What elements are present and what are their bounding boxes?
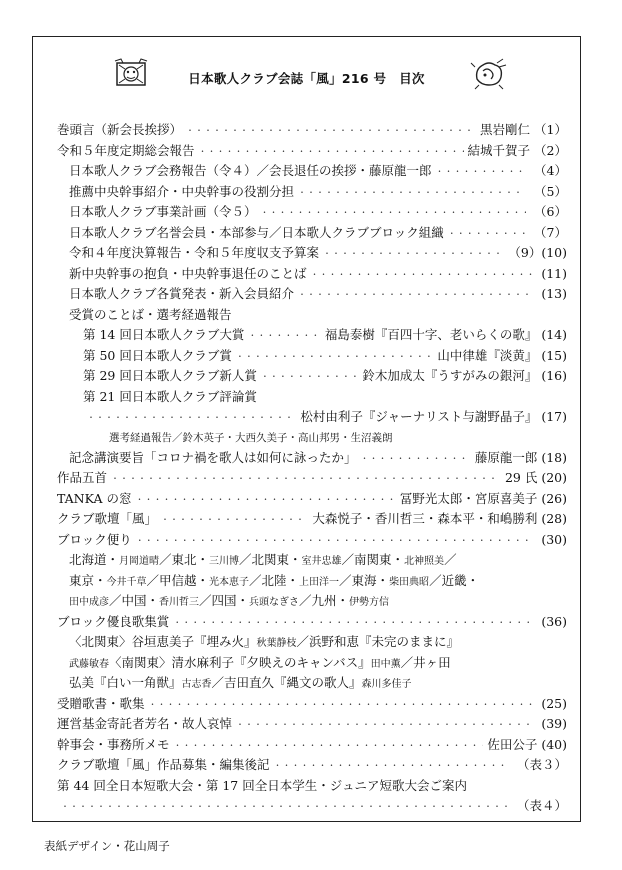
block-news-line: 北海道・月岡道晴／東北・三川博／北関東・室井忠雄／南関東・北神照美／	[69, 552, 457, 567]
selection-report-note: 選考経過報告／鈴木英子・大西久美子・高山邦男・生沼義朗	[109, 431, 393, 444]
leader-dots	[298, 181, 526, 204]
leader-dots	[61, 795, 509, 818]
leader-dots	[111, 467, 501, 490]
leader-dots	[311, 263, 534, 286]
leader-dots	[448, 222, 526, 245]
page-title: 日本歌人クラブ会誌「風」216 号 目次	[188, 71, 425, 86]
award-line: 弘美『白い一角獣』古志香／吉田直久『縄文の歌人』森川多佳子	[69, 675, 412, 690]
toc-entry: 第 29 回日本歌人クラブ新人賞 ・・・・・・・・・・・・・・・・・・・・・・・・・・・・・・・・・・・・・・・・・・・・・・・・・・・・・・・・・・・・・・・・・・・・ 鈴木加成太『うすがみの銀河』 (16)	[57, 366, 567, 387]
award-line: 武藤敏春〈南関東〉清水麻利子『夕映えのキャンバス』田中薫／井ヶ田	[69, 654, 451, 670]
block-news-line: 東京・今井千草／甲信越・光本恵子／北陸・上田洋一／東海・柴田典昭／近畿・	[69, 572, 480, 588]
leader-dots	[161, 508, 308, 531]
toc-entry: クラブ歌壇「風」作品募集・編集後記 ・・・・・・・・・・・・・・・・・・・・・・・・・・・・・・・・・・・・・・・・・・・・・・・・・・・・・・・・・・・・・・・・・・・・ （表３）	[57, 755, 567, 776]
toc-entry: 日本歌人クラブ事業計画（令５） ・・・・・・・・・・・・・・・・・・・・・・・・・・・・・・・・・・・・・・・・・・・・・・・・・・・・・・・・・・・・・・・・・・・・ （6）	[57, 202, 567, 223]
leader-dots	[261, 201, 527, 224]
leader-dots	[135, 488, 395, 511]
toc-entry: 令和４年度決算報告・令和５年度収支予算案 ・・・・・・・・・・・・・・・・・・・・・・・・・・・・・・・・・・・・・・・・・・・・・・・・・・・・・・・・・・・・・・・・・・・・ （9）(10)	[57, 243, 567, 264]
award-line: 〈北関東〉谷垣恵美子『埋み火』秋葉静枝／浜野和恵『未完のままに』	[69, 634, 460, 649]
toc-section-heading: 第 44 回全日本短歌大会・第 17 回全日本学生・ジュニア短歌大会ご案内	[57, 777, 467, 793]
block-news-line: 田中成彦／中国・香川哲三／四国・兵頭なぎさ／九州・伊勢方信	[69, 593, 390, 608]
cover-emblem-right-icon	[469, 57, 509, 91]
leader-dots	[274, 754, 509, 777]
leader-dots	[248, 324, 320, 347]
toc-entry: TANKA の窓 ・・・・・・・・・・・・・・・・・・・・・・・・・・・・・・・・・・・・・・・・・・・・・・・・・・・・・・・・・・・・・・・・・・・・ 冨野光太郎・宮原喜美子 (26)	[57, 489, 567, 510]
toc-entry: 新中央幹事の抱負・中央幹事退任のことば ・・・・・・・・・・・・・・・・・・・・・・・・・・・・・・・・・・・・・・・・・・・・・・・・・・・・・・・・・・・・・・・・・・・・ (11)	[57, 264, 567, 285]
cover-design-credit: 表紙デザイン・花山周子	[44, 839, 170, 853]
toc-entry: ブロック便り ・・・・・・・・・・・・・・・・・・・・・・・・・・・・・・・・・・・・・・・・・・・・・・・・・・・・・・・・・・・・・・・・・・・・ (30)	[57, 530, 567, 551]
toc-entry: ・・・・・・・・・・・・・・・・・・・・・・・・・・・・・・・・・・・・・・・・・・・・・・・・・・・・・・・・・・・・・・・・・・・・ （表４）	[57, 796, 567, 817]
leader-dots	[436, 160, 527, 183]
toc-entry: 日本歌人クラブ名誉会員・本部参与／日本歌人クラブブロック組織 ・・・・・・・・・・・・・・・・・・・・・・・・・・・・・・・・・・・・・・・・・・・・・・・・・・・・・・・・・・・・・・・・・・・・ （7）	[57, 223, 567, 244]
header	[33, 55, 580, 95]
toc-section-heading: 第 21 回日本歌人クラブ評論賞	[83, 388, 257, 404]
toc-entry: 受贈歌書・歌集 ・・・・・・・・・・・・・・・・・・・・・・・・・・・・・・・・・・・・・・・・・・・・・・・・・・・・・・・・・・・・・・・・・・・・ (25)	[57, 694, 567, 715]
toc-entry: 日本歌人クラブ各賞発表・新入会員紹介 ・・・・・・・・・・・・・・・・・・・・・・・・・・・・・・・・・・・・・・・・・・・・・・・・・・・・・・・・・・・・・・・・・・・・ (13)	[57, 284, 567, 305]
leader-dots	[361, 447, 471, 470]
document-frame	[32, 36, 581, 822]
leader-dots	[236, 345, 433, 368]
leader-dots	[149, 693, 534, 716]
leader-dots	[298, 283, 533, 306]
toc-entry: 記念講演要旨「コロナ禍を歌人は如何に詠ったか」 ・・・・・・・・・・・・・・・・・・・・・・・・・・・・・・・・・・・・・・・・・・・・・・・・・・・・・・・・・・・・・・・・・・・・ 藤原龍一郎 (18)	[57, 448, 567, 469]
toc-entry: 第 14 回日本歌人クラブ大賞 ・・・・・・・・・・・・・・・・・・・・・・・・・・・・・・・・・・・・・・・・・・・・・・・・・・・・・・・・・・・・・・・・・・・・ 福島泰樹『百四十字、老いらくの歌』 (14)	[57, 325, 567, 346]
toc-entry: 幹事会・事務所メモ ・・・・・・・・・・・・・・・・・・・・・・・・・・・・・・・・・・・・・・・・・・・・・・・・・・・・・・・・・・・・・・・・・・・・ 佐田公子 (40)	[57, 735, 567, 756]
leader-dots	[87, 406, 296, 429]
toc-section-heading: 受賞のことば・選考経過報告	[69, 306, 232, 322]
leader-dots	[199, 140, 464, 163]
toc-entry: 作品五首 ・・・・・・・・・・・・・・・・・・・・・・・・・・・・・・・・・・・・・・・・・・・・・・・・・・・・・・・・・・・・・・・・・・・・ 29 氏 (20)	[57, 468, 567, 489]
leader-dots	[136, 529, 534, 552]
toc-entry: 令和５年度定期総会報告 ・・・・・・・・・・・・・・・・・・・・・・・・・・・・・・・・・・・・・・・・・・・・・・・・・・・・・・・・・・・・・・・・・・・・ 結城千賀子 （2）	[57, 141, 567, 162]
toc-entry: 日本歌人クラブ会務報告（令４）／会長退任の挨拶・藤原龍一郎 ・・・・・・・・・・・・・・・・・・・・・・・・・・・・・・・・・・・・・・・・・・・・・・・・・・・・・・・・・・・・・・・・・・・・ （4）	[57, 161, 567, 182]
leader-dots	[261, 365, 358, 388]
leader-dots	[173, 611, 533, 634]
table-of-contents	[57, 120, 567, 817]
toc-entry: ブロック優良歌集賞 ・・・・・・・・・・・・・・・・・・・・・・・・・・・・・・・・・・・・・・・・・・・・・・・・・・・・・・・・・・・・・・・・・・・・ (36)	[57, 612, 567, 633]
toc-entry: 巻頭言（新会長挨拶） ・・・・・・・・・・・・・・・・・・・・・・・・・・・・・・・・・・・・・・・・・・・・・・・・・・・・・・・・・・・・・・・・・・・・ 黒岩剛仁 （1）	[57, 120, 567, 141]
toc-entry: 推薦中央幹事紹介・中央幹事の役割分担 ・・・・・・・・・・・・・・・・・・・・・・・・・・・・・・・・・・・・・・・・・・・・・・・・・・・・・・・・・・・・・・・・・・・・ （5）	[57, 182, 567, 203]
leader-dots	[186, 119, 476, 142]
toc-entry: 運営基金寄託者芳名・故人哀悼 ・・・・・・・・・・・・・・・・・・・・・・・・・・・・・・・・・・・・・・・・・・・・・・・・・・・・・・・・・・・・・・・・・・・・ (39)	[57, 714, 567, 735]
leader-dots	[323, 242, 500, 265]
toc-entry: クラブ歌壇「風」 ・・・・・・・・・・・・・・・・・・・・・・・・・・・・・・・・・・・・・・・・・・・・・・・・・・・・・・・・・・・・・・・・・・・・ 大森悦子・香川哲三・森本平・和嶋勝利 (28)	[57, 509, 567, 530]
toc-entry: ・・・・・・・・・・・・・・・・・・・・・・・・・・・・・・・・・・・・・・・・・・・・・・・・・・・・・・・・・・・・・・・・・・・・ 松村由利子『ジャーナリスト与謝野晶子』 (17)	[57, 407, 567, 428]
leader-dots	[174, 734, 484, 757]
leader-dots	[236, 713, 533, 736]
toc-entry: 第 50 回日本歌人クラブ賞 ・・・・・・・・・・・・・・・・・・・・・・・・・・・・・・・・・・・・・・・・・・・・・・・・・・・・・・・・・・・・・・・・・・・・ 山中律雄『淡黄』 (15)	[57, 346, 567, 367]
